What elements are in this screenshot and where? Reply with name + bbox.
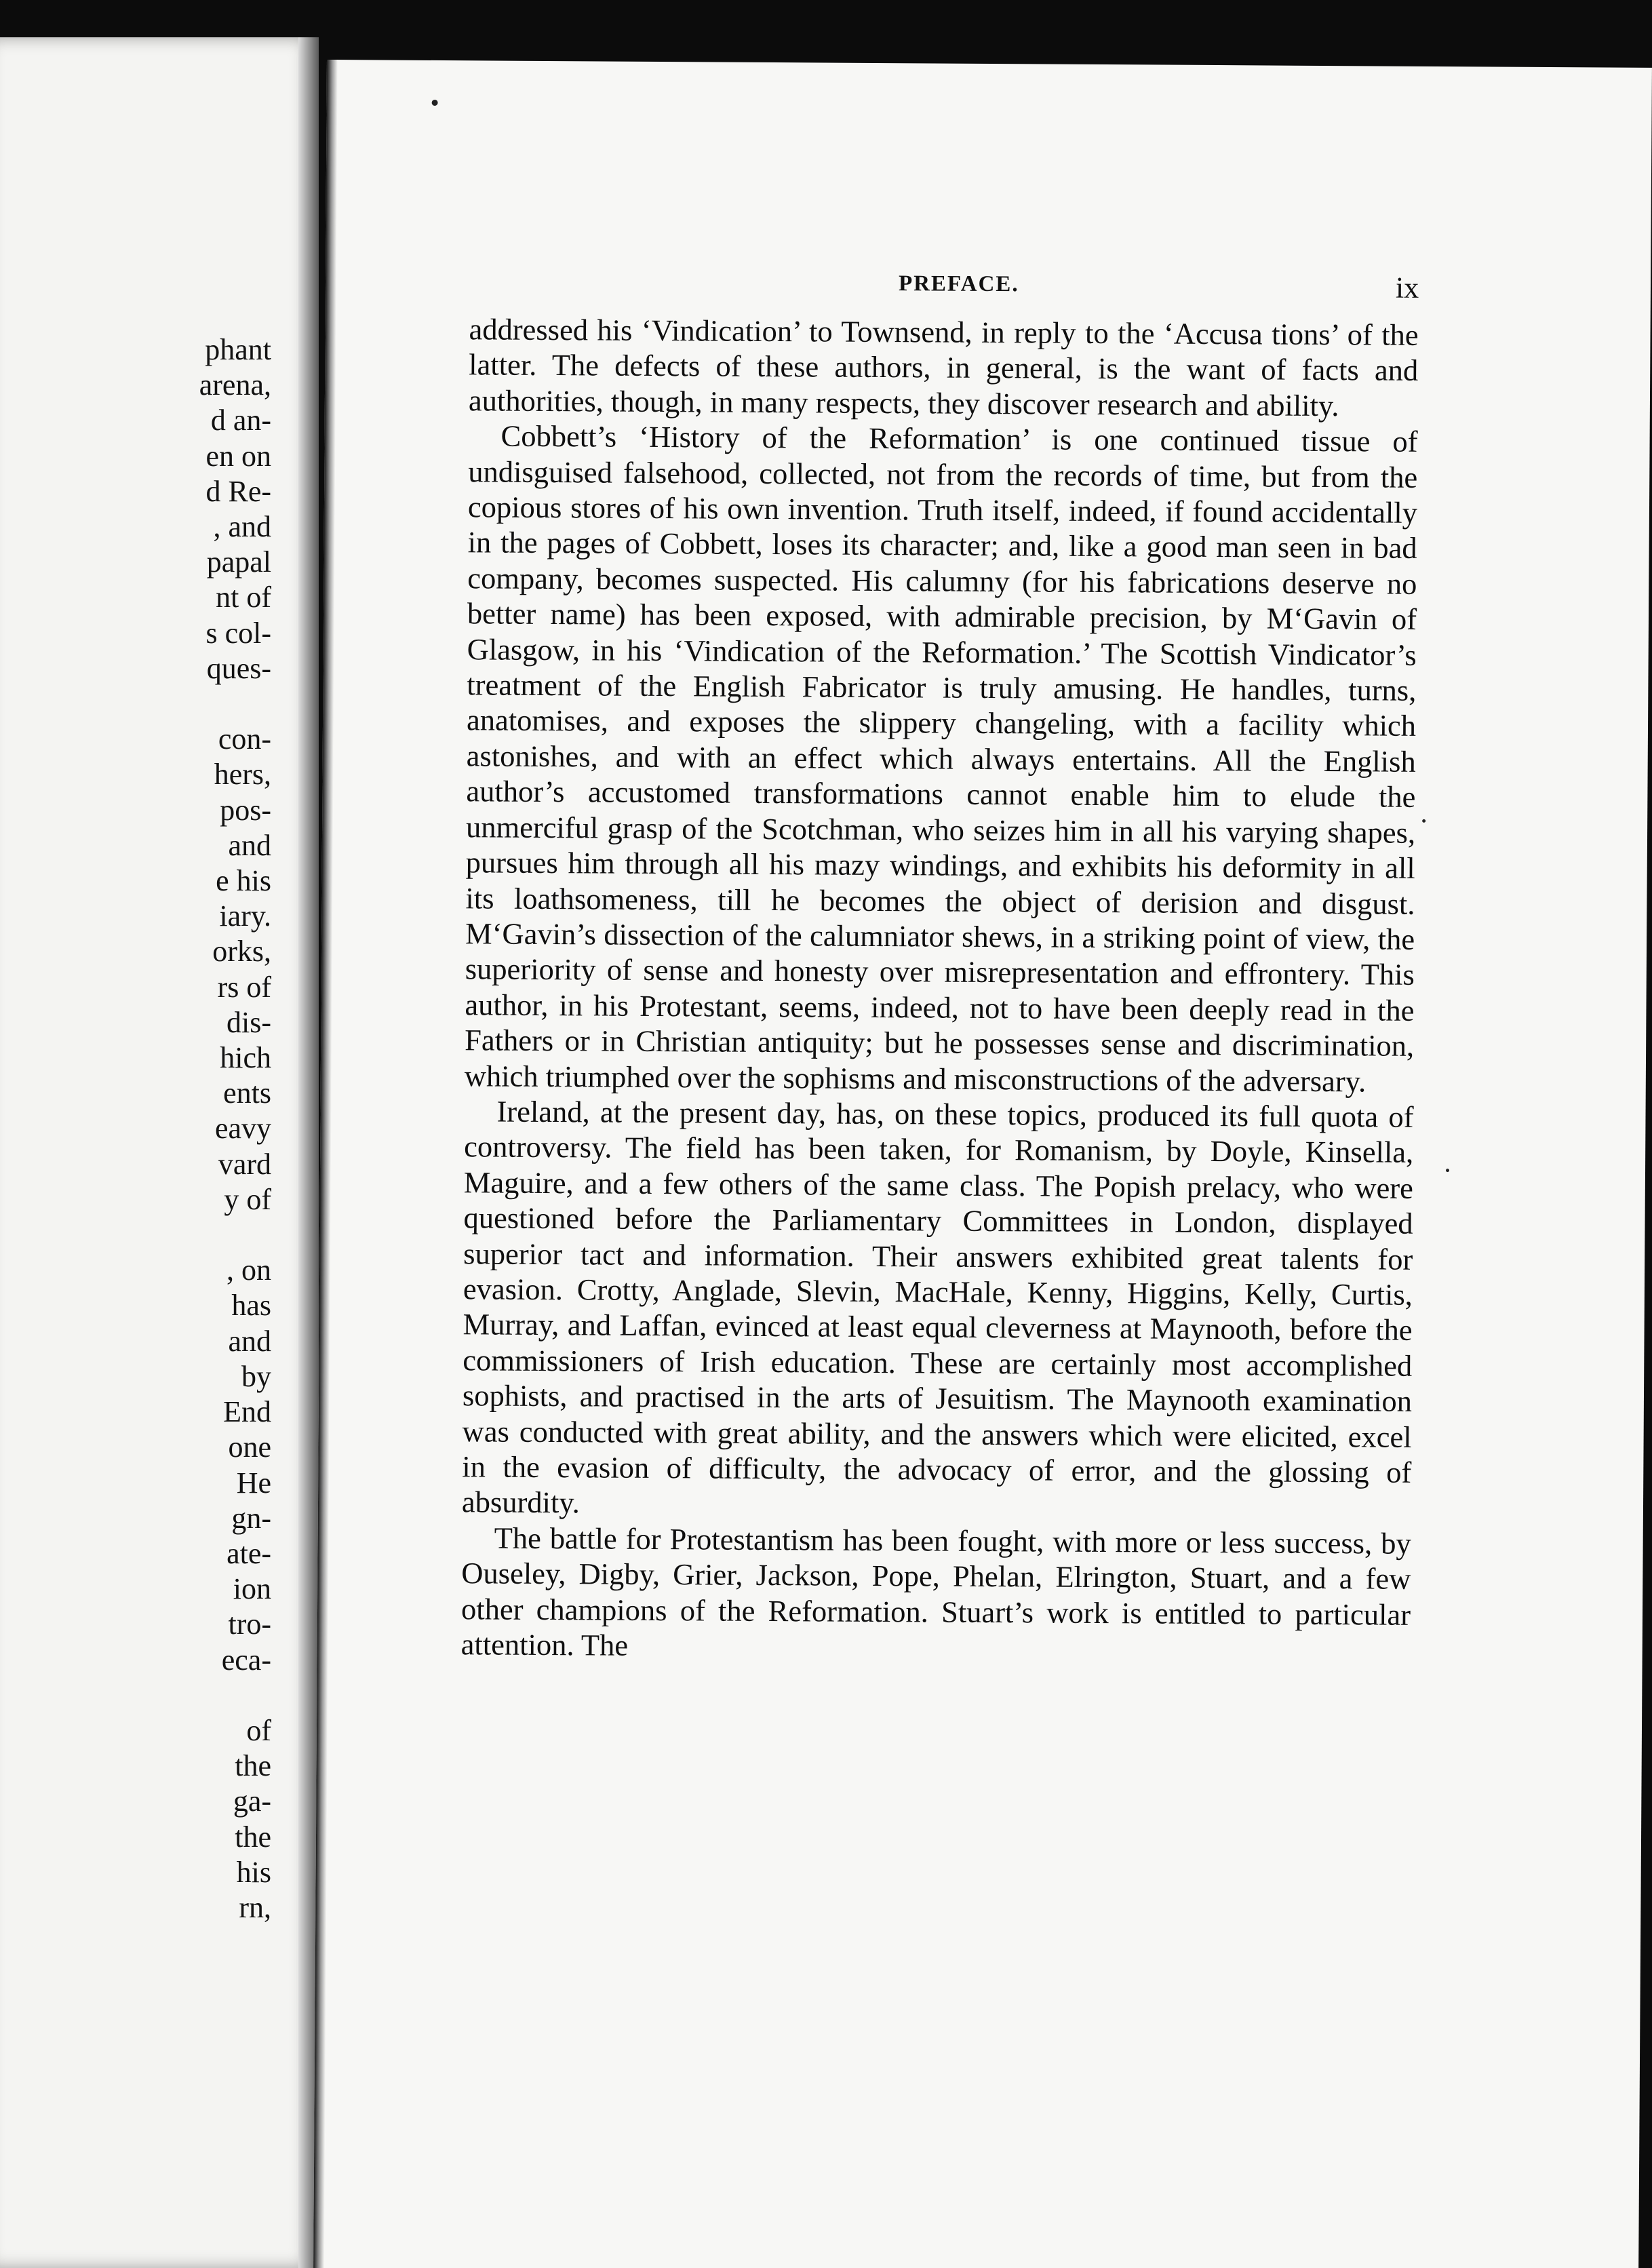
page-number: ix [1395, 271, 1419, 305]
left-page-line-fragment: con- [218, 722, 271, 756]
scan-speck [432, 100, 438, 106]
left-page-line-fragment: End [223, 1395, 271, 1429]
left-page-line-fragment: papal [206, 545, 271, 579]
running-title: PREFACE. [898, 271, 1019, 297]
paragraph: The battle for Protestantism has been fought, with more or less success, by Ouseley, Digby, Grier, Jackson, Pope, Phelan, Elrington, Stuart, and a few other champions of the Reformation. Stuart’s work is entitled to particular attention. The [460, 1521, 1411, 1662]
left-page-line-fragment: ents [223, 1076, 271, 1110]
left-page [0, 37, 319, 2268]
left-page-line-fragment: the [235, 1749, 271, 1783]
left-page-line-fragment: his [236, 1855, 271, 1889]
left-page-line-fragment: eavy [214, 1112, 271, 1146]
left-page-line-fragment: and [228, 828, 271, 862]
left-page-line-fragment: phant [205, 333, 271, 366]
scan-speck [1446, 1169, 1449, 1172]
left-page-line-fragment: the [235, 1820, 271, 1854]
left-page-line-fragment: ate- [227, 1536, 271, 1570]
body-text [461, 311, 1419, 1668]
left-page-line-fragment: rn, [239, 1890, 271, 1924]
paragraph: Ireland, at the present day, has, on these topics, produced its full quota of controversy. The field has been taken, for Romanism, by Doyle, Kinsella, Maguire, and a few others of the same class. The Popish prelacy, who were questioned before the Parliamentary Committees in London, displayed superior tact and information. Their answers exhibited great talents for evasion. Crotty, Anglade, Slevin, MacHale, Kenny, Higgins, Kelly, Curtis, Murray, and Laffan, evinced at least equal cleverness at Maynooth, before the commissioners of Irish education. These are certainly most accomplished sophists, and practised in the arts of Jesuitism. The Maynooth examination was conducted with great ability, and the answers which were elicited, excel in the evasion of difficulty, the advocacy of error, and the glossing of absurdity. [461, 1094, 1414, 1520]
left-page-line-fragment: one [228, 1430, 271, 1464]
left-page-line-fragment: by [241, 1359, 271, 1393]
paragraph: addressed his ‘Vindication’ to Townsend, in reply to the ‘Accusa tions’ of the latter. The defects of these authors, in general, is the want of facts and authorities, though, in many respects, they discover research and ability. [468, 312, 1419, 423]
left-page-line-fragment: vard [218, 1147, 271, 1181]
left-page-line-fragment: and [228, 1324, 271, 1358]
left-page-text [199, 332, 271, 1925]
left-page-line-fragment: pos- [220, 793, 271, 827]
left-page-line-fragment: eca- [221, 1643, 271, 1677]
left-page-line-fragment: ga- [233, 1784, 271, 1818]
left-page-line-fragment: of [246, 1713, 271, 1747]
left-page-line-fragment: nt of [216, 581, 271, 614]
right-page [313, 60, 1652, 2268]
left-page-line-fragment: d Re- [205, 474, 271, 508]
left-page-line-fragment: y of [224, 1182, 271, 1216]
scan-speck [1422, 819, 1425, 823]
left-page-line-fragment: has [231, 1289, 271, 1323]
left-page-line-fragment: iary. [219, 899, 271, 933]
paragraph: Cobbett’s ‘History of the Reformation’ is one continued tissue of undisguised falsehood, collected, not from the records of time, but from the copious stores of his own invention. Truth itself, indeed, if found accidentally in the pages of Cobbett, loses its character; and, like a good man seen in bad company, becomes suspected. His calumny (for his fabrications deserve no better name) has been exposed, with admirable precision, by M‘Gavin of Glasgow, in his ‘Vindication of the Reformation.’ The Scottish Vindicator’s treatment of the English Fabricator is truly amusing. He handles, turns, anatomises, and exposes the slippery changeling, with a facility which astonishes, and with an effect which always entertains. All the English author’s accustomed transformations cannot enable him to elude the unmerciful grasp of the Scotchman, who seizes him in all his varying shapes, pursues him through all his mazy windings, and exhibits his deformity in all its loathsomeness, till he becomes the object of derision and disgust. M‘Gavin’s dissection of the calumniator shews, in a striking point of view, the superiority of sense and honesty over misrepresentation and effrontery. This author, in his Protestant, seems, indeed, not to have been deeply read in the Fathers or in Christian antiquity; but he possesses sense and discrimination, which triumphed over the sophisms and misconstructions of the adversary. [464, 418, 1418, 1098]
left-page-line-fragment: orks, [212, 935, 271, 969]
left-page-line-fragment: hich [220, 1041, 271, 1075]
left-page-line-fragment [199, 1217, 271, 1253]
left-page-line-fragment [199, 686, 271, 722]
left-page-line-fragment: gn- [231, 1501, 271, 1535]
left-page-line-fragment: ques- [206, 651, 271, 685]
left-page-line-fragment [199, 1678, 271, 1713]
left-page-line-fragment: ion [233, 1572, 271, 1606]
left-page-line-fragment: d an- [210, 404, 271, 437]
left-page-line-fragment: , on [227, 1253, 271, 1287]
left-page-line-fragment: s col- [205, 616, 271, 650]
left-page-line-fragment: e his [216, 864, 271, 898]
left-page-line-fragment: hers, [214, 758, 271, 791]
left-page-line-fragment: dis- [227, 1005, 271, 1039]
left-page-line-fragment: rs of [217, 970, 271, 1004]
left-page-line-fragment: He [236, 1466, 271, 1500]
left-page-line-fragment: tro- [228, 1607, 271, 1641]
left-page-line-fragment: arena, [199, 368, 271, 402]
left-page-line-fragment: en on [205, 439, 271, 473]
running-head [326, 268, 1651, 317]
left-page-line-fragment: , and [213, 510, 271, 544]
